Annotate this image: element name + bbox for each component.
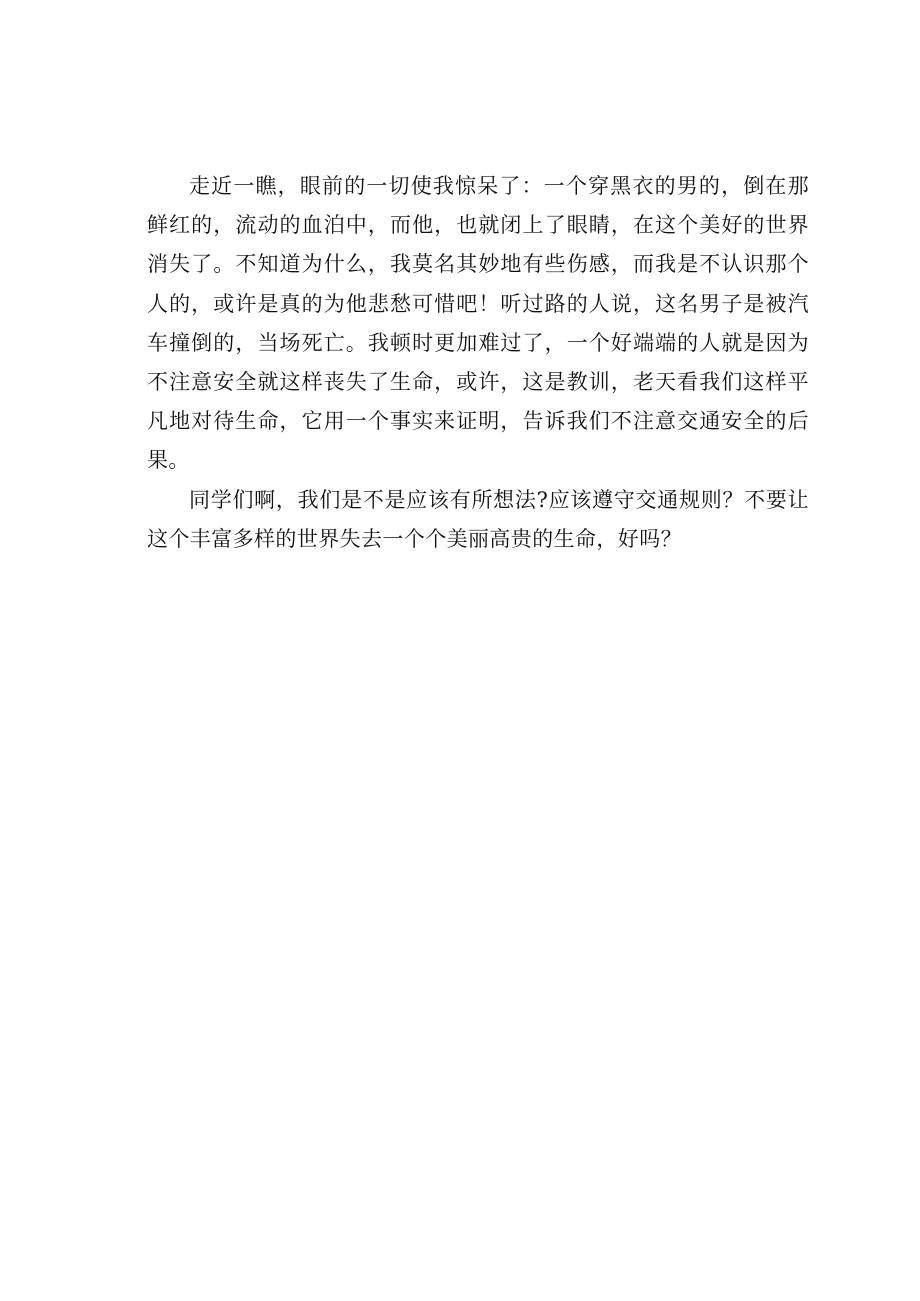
document-body [147, 167, 809, 559]
paragraph-1: 走近一瞧，眼前的一切使我惊呆了：一个穿黑衣的男的，倒在那鲜红的，流动的血泊中，而他，也就闭上了眼睛，在这个美好的世界消失了。不知道为什么，我莫名其妙地有些伤感，而我是不认识那个人的，或许是真的为他悲愁可惜吧！听过路的人说，这名男子是被汽车撞倒的，当场死亡。我顿时更加难过了，一个好端端的人就是因为不注意安全就这样丧失了生命，或许，这是教训，老天看我们这样平凡地对待生命，它用一个事实来证明，告诉我们不注意交通安全的后果。 [147, 174, 809, 473]
paragraph-2: 同学们啊，我们是不是应该有所想法?应该遵守交通规则？不要让这个丰富多样的世界失去一个个美丽高贵的生命，好吗？ [147, 487, 809, 551]
